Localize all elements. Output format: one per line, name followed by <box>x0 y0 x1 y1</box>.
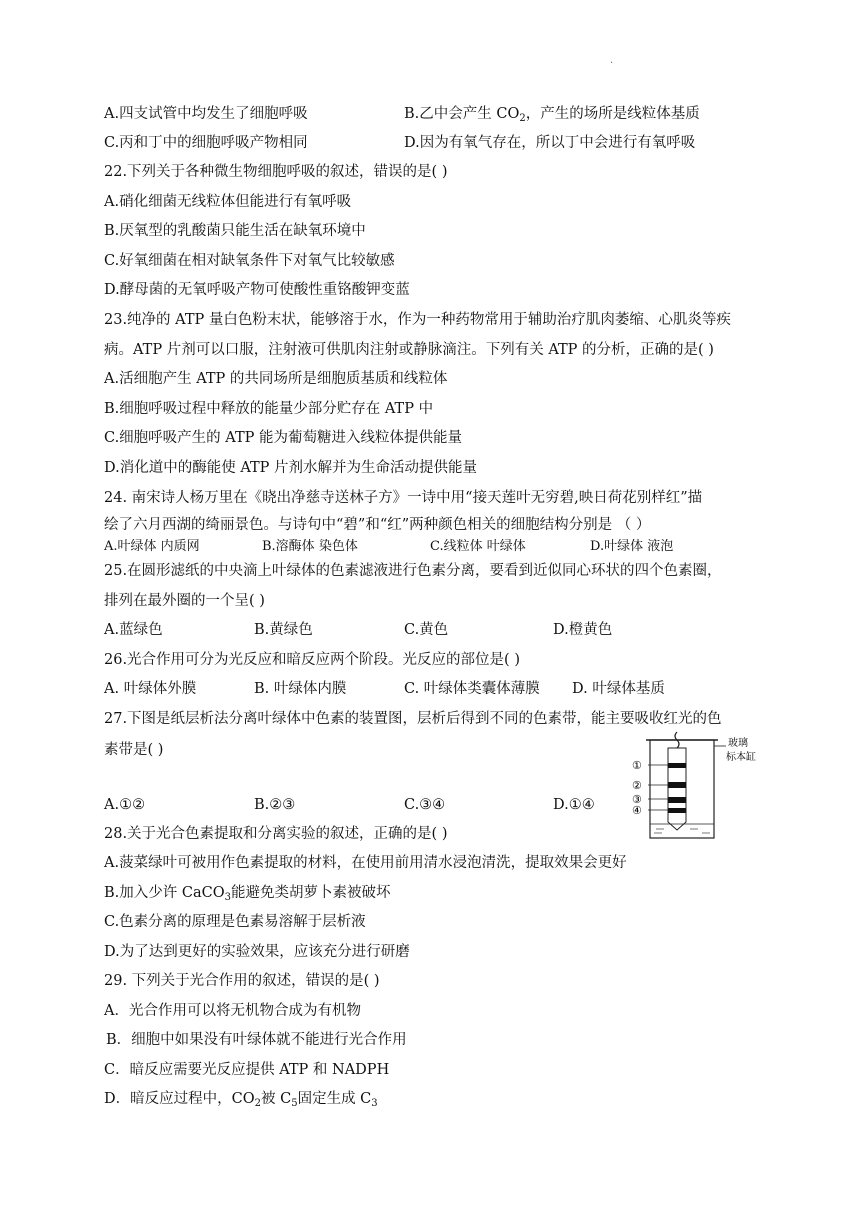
q22-option-b: B.厌氧型的乳酸菌只能生活在缺氧环境中 <box>104 223 366 239</box>
q27-option-b: B.②③ <box>254 797 296 813</box>
q28-option-c: C.色素分离的原理是色素易溶解于层析液 <box>104 914 366 930</box>
q28-option-b: B.加入少许 CaCO$_3$能避免类胡萝卜素被破坏 <box>104 885 391 903</box>
q27-option-d: D.①④ <box>553 797 595 813</box>
q29-stem: 29. 下列关于光合作用的叙述，错误的是( ) <box>104 973 380 989</box>
q24-option-c: C.线粒体 叶绿体 <box>430 539 526 554</box>
q24-stem-line1: 24. 南宋诗人杨万里在《晓出净慈寺送林子方》一诗中用“接天莲叶无穷碧,映日荷花别样红”描 <box>104 490 703 506</box>
q29-option-c: C．暗反应需要光反应提供 ATP 和 NADPH <box>104 1062 390 1078</box>
q28-option-d: D.为了达到更好的实验效果，应该充分进行研磨 <box>104 944 410 960</box>
q21-option-c: C.丙和丁中的细胞呼吸产物相同 <box>104 135 308 151</box>
q27-stem-line1: 27.下图是纸层析法分离叶绿体中色素的装置图，层析后得到不同的色素带，能主要吸收红光的色 <box>104 711 722 727</box>
q22-option-c: C.好氧细菌在相对缺氧条件下对氧气比较敏感 <box>104 253 395 269</box>
q29-option-b: B．细胞中如果没有叶绿体就不能进行光合作用 <box>106 1032 407 1048</box>
filter-paper-strip <box>668 748 686 830</box>
header-mark: · <box>610 58 614 69</box>
q25-option-a: A.蓝绿色 <box>104 622 163 638</box>
jar-label-line1: 玻璃 <box>728 738 748 749</box>
q24-stem-line2: 绘了六月西湖的绮丽景色。与诗句中“碧”和“红”两种颜色相关的细胞结构分别是 （ ） <box>104 517 651 533</box>
q24-option-a: A.叶绿体 内质网 <box>104 539 200 554</box>
pigment-band-2 <box>668 782 686 788</box>
q28-stem: 28.关于光合色素提取和分离实验的叙述，正确的是( ) <box>104 826 448 842</box>
q29-option-a: A．光合作用可以将无机物合成为有机物 <box>104 1003 361 1019</box>
q23-option-b: B.细胞呼吸过程中释放的能量少部分贮存在 ATP 中 <box>104 401 434 417</box>
band-label-2: ② <box>632 779 642 792</box>
q26-stem: 26.光合作用可分为光反应和暗反应两个阶段。光反应的部位是( ) <box>104 652 520 668</box>
q27-option-c: C.③④ <box>404 797 446 813</box>
q24-option-b: B.溶酶体 染色体 <box>262 539 358 554</box>
q23-option-d: D.消化道中的酶能使 ATP 片剂水解并为生命活动提供能量 <box>104 460 478 476</box>
pigment-band-3 <box>668 797 686 803</box>
q23-stem-line1: 23.纯净的 ATP 量白色粉末状，能够溶于水，作为一种药物常用于辅助治疗肌肉萎缩、心肌炎等疾 <box>104 312 731 328</box>
q28-option-a: A.菠菜绿叶可被用作色素提取的材料，在使用前用清水浸泡清洗，提取效果会更好 <box>104 855 627 871</box>
q25-option-c: C.黄色 <box>404 622 449 638</box>
pigment-band-4 <box>668 808 686 813</box>
band-label-1: ① <box>632 759 642 772</box>
q21-option-b: B.乙中会产生 $CO_2$，产生的场所是线粒体基质 <box>404 106 700 124</box>
q21-option-d: D.因为有氧气存在，所以丁中会进行有氧呼吸 <box>404 135 696 151</box>
q23-option-a: A.活细胞产生 ATP 的共同场所是细胞质基质和线粒体 <box>104 371 448 387</box>
chromatography-apparatus-figure <box>628 730 768 842</box>
band-label-3: ③ <box>632 793 642 806</box>
q21-option-a: A.四支试管中均发生了细胞呼吸 <box>104 106 308 122</box>
q26-option-b: B. 叶绿体内膜 <box>254 681 347 697</box>
jar-label-line2: 标本缸 <box>726 752 756 763</box>
q22-option-d: D.酵母菌的无氧呼吸产物可使酸性重铬酸钾变蓝 <box>104 282 410 298</box>
q26-option-d: D. 叶绿体基质 <box>572 681 665 697</box>
q22-stem: 22.下列关于各种微生物细胞呼吸的叙述，错误的是( ) <box>104 164 448 180</box>
q25-stem-line2: 排列在最外圈的一个呈( ) <box>104 593 265 609</box>
pigment-band-1 <box>668 763 686 768</box>
q22-option-a: A.硝化细菌无线粒体但能进行有氧呼吸 <box>104 194 352 210</box>
q23-stem-line2: 病。ATP 片剂可以口服，注射液可供肌肉注射或静脉滴注。下列有关 ATP 的分析，正确的是( ) <box>104 342 714 358</box>
q27-stem-line2: 素带是( ) <box>104 742 164 758</box>
q26-option-a: A. 叶绿体外膜 <box>104 681 197 697</box>
q23-option-c: C.细胞呼吸产生的 ATP 能为葡萄糖进入线粒体提供能量 <box>104 430 463 446</box>
q24-option-d: D.叶绿体 液泡 <box>590 539 674 554</box>
band-label-4: ④ <box>632 804 642 817</box>
q27-option-a: A.①② <box>104 797 146 813</box>
q26-option-c: C. 叶绿体类囊体薄膜 <box>404 681 540 697</box>
q25-option-d: D.橙黄色 <box>553 622 613 638</box>
q25-option-b: B.黄绿色 <box>254 622 313 638</box>
q25-stem-line1: 25.在圆形滤纸的中央滴上叶绿体的色素滤液进行色素分离，要看到近似同心环状的四个色素圈， <box>104 563 722 579</box>
q29-option-d: D．暗反应过程中，$CO_2$被 $C_5$固定生成 $C_3$ <box>104 1091 378 1109</box>
